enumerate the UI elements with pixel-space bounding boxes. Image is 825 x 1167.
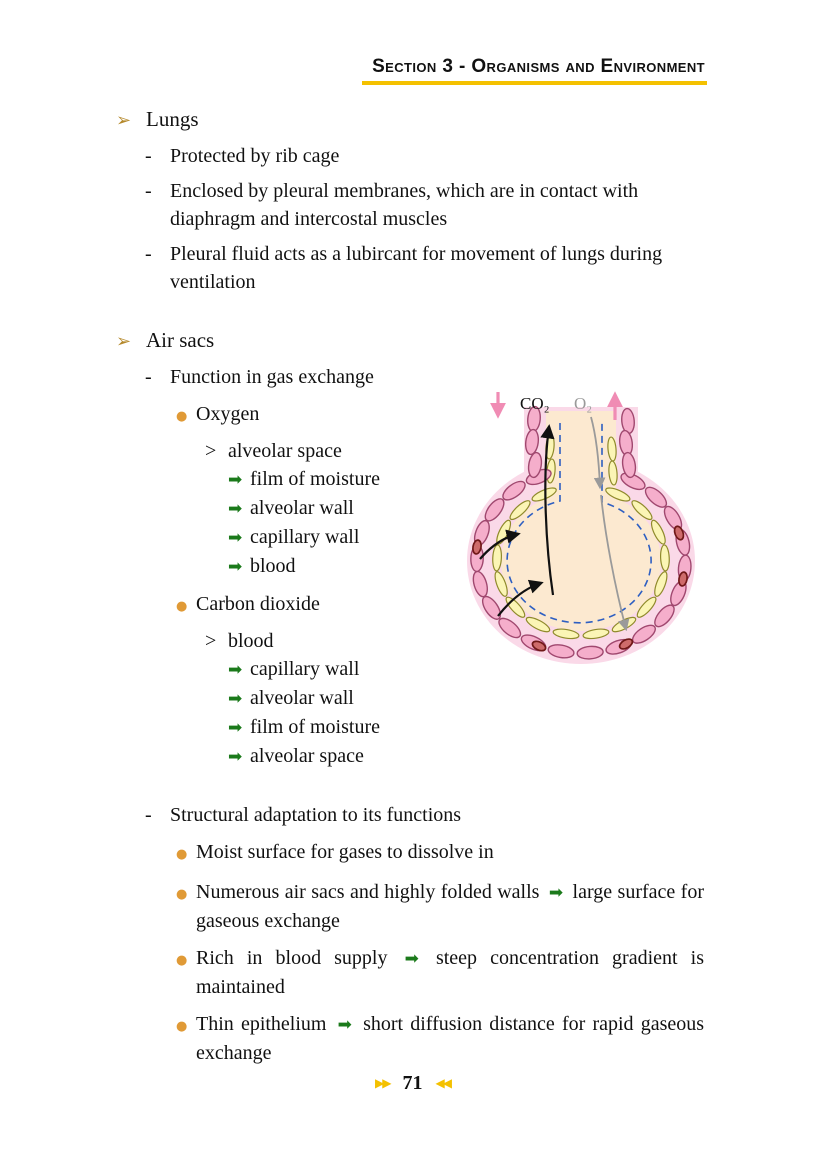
o2-label: O₂ bbox=[574, 394, 593, 413]
rewind-icon: ◀◀ bbox=[435, 1076, 450, 1090]
section-title: Section 3 - Organisms and Environment bbox=[362, 56, 707, 85]
chevron-bullet: > bbox=[205, 440, 217, 462]
flow-arrow-icon: ➡ bbox=[228, 747, 243, 767]
flow-step-label: blood bbox=[250, 555, 296, 577]
adaptation-text bbox=[196, 878, 704, 935]
dash-bullet: - bbox=[145, 180, 152, 202]
flow-arrow-icon: ➡ bbox=[337, 1015, 352, 1035]
dot-bullet-icon: ● bbox=[176, 887, 188, 902]
flow-step bbox=[228, 684, 825, 713]
adaptation-post: short diffusion distance for rapid gaseous exchange bbox=[196, 1013, 705, 1064]
flow-step-label: alveolar wall bbox=[250, 687, 354, 709]
flow-arrow-icon: ➡ bbox=[228, 528, 243, 548]
dash-bullet: - bbox=[145, 804, 152, 826]
dot-bullet-icon: ● bbox=[176, 599, 188, 614]
adaptation-item bbox=[176, 944, 825, 1001]
flow-step-label: film of moisture bbox=[250, 716, 380, 738]
lungs-point bbox=[145, 142, 825, 170]
flow-step bbox=[228, 742, 825, 771]
topic-air-sacs bbox=[116, 326, 825, 356]
flow-arrow-icon: ➡ bbox=[228, 689, 243, 709]
adaptation-text bbox=[196, 944, 704, 1001]
alveolus-svg bbox=[450, 383, 712, 683]
topic-lungs bbox=[116, 105, 825, 135]
flow-step-label: alveolar wall bbox=[250, 497, 354, 519]
dot-bullet-icon: ● bbox=[176, 1019, 188, 1034]
adaptation-item bbox=[176, 878, 825, 935]
lungs-point bbox=[145, 177, 825, 233]
adaptation-text bbox=[196, 838, 704, 866]
carbon-dioxide-source-text: blood bbox=[228, 630, 274, 652]
topic-air-sacs-label: Air sacs bbox=[146, 328, 215, 352]
fast-forward-icon: ▶▶ bbox=[375, 1076, 390, 1090]
flow-step-label: alveolar space bbox=[250, 745, 364, 767]
dash-bullet: - bbox=[145, 366, 152, 388]
topic-lungs-label: Lungs bbox=[146, 107, 199, 131]
dash-bullet: - bbox=[145, 145, 152, 167]
adaptation-post: large surface for gaseous exchange bbox=[196, 881, 705, 932]
flow-arrow-icon: ➡ bbox=[228, 557, 243, 577]
flow-arrow-icon: ➡ bbox=[228, 718, 243, 738]
alveolus-diagram bbox=[450, 383, 712, 683]
lungs-point-text: Enclosed by pleural membranes, which are in contact with diaphragm and intercostal muscles bbox=[170, 180, 639, 230]
flow-arrow-icon: ➡ bbox=[228, 660, 243, 680]
page-header bbox=[0, 0, 825, 85]
flow-arrow-icon: ➡ bbox=[548, 883, 564, 903]
adaptation-post: steep concentration gradient is maintained bbox=[196, 947, 704, 998]
flow-arrow-icon: ➡ bbox=[228, 470, 243, 490]
flow-arrow-icon: ➡ bbox=[228, 499, 243, 519]
flow-step-label: film of moisture bbox=[250, 468, 380, 490]
adaptation-pre: Rich in blood supply bbox=[196, 947, 388, 969]
flow-step bbox=[228, 713, 825, 742]
co2-label: CO₂ bbox=[520, 394, 550, 413]
flow-arrow-icon: ➡ bbox=[404, 949, 419, 969]
lungs-point bbox=[145, 240, 825, 296]
dot-bullet-icon: ● bbox=[176, 847, 188, 862]
dash-bullet: - bbox=[145, 243, 152, 265]
adaptation-pre: Thin epithelium bbox=[196, 1013, 327, 1035]
adaptation-heading-text: Structural adaptation to its functions bbox=[170, 804, 462, 826]
page-number: 71 bbox=[402, 1072, 423, 1094]
adaptation-pre: Numerous air sacs and highly folded walls bbox=[196, 881, 540, 903]
chevron-bullet: > bbox=[205, 630, 217, 652]
function-heading-text: Function in gas exchange bbox=[170, 366, 374, 388]
adaptation-text bbox=[196, 1010, 704, 1067]
topic-arrow-icon: ➢ bbox=[116, 331, 132, 352]
dot-bullet-icon: ● bbox=[176, 953, 188, 968]
adaptation-item bbox=[176, 1010, 825, 1067]
oxygen-label: Oxygen bbox=[196, 403, 260, 425]
topic-arrow-icon: ➢ bbox=[116, 110, 132, 131]
oxygen-source-text: alveolar space bbox=[228, 440, 342, 462]
dot-bullet-icon: ● bbox=[176, 409, 188, 424]
adaptation-item bbox=[176, 838, 825, 869]
adaptation-heading bbox=[145, 801, 825, 829]
page-footer bbox=[0, 1072, 825, 1095]
lungs-point-text: Pleural fluid acts as a lubircant for movement of lungs during ventilation bbox=[170, 243, 663, 293]
carbon-dioxide-label: Carbon dioxide bbox=[196, 593, 320, 615]
adaptation-pre: Moist surface for gases to dissolve in bbox=[196, 841, 494, 863]
flow-step-label: capillary wall bbox=[250, 658, 360, 680]
flow-step-label: capillary wall bbox=[250, 526, 360, 548]
lungs-point-text: Protected by rib cage bbox=[170, 145, 340, 167]
